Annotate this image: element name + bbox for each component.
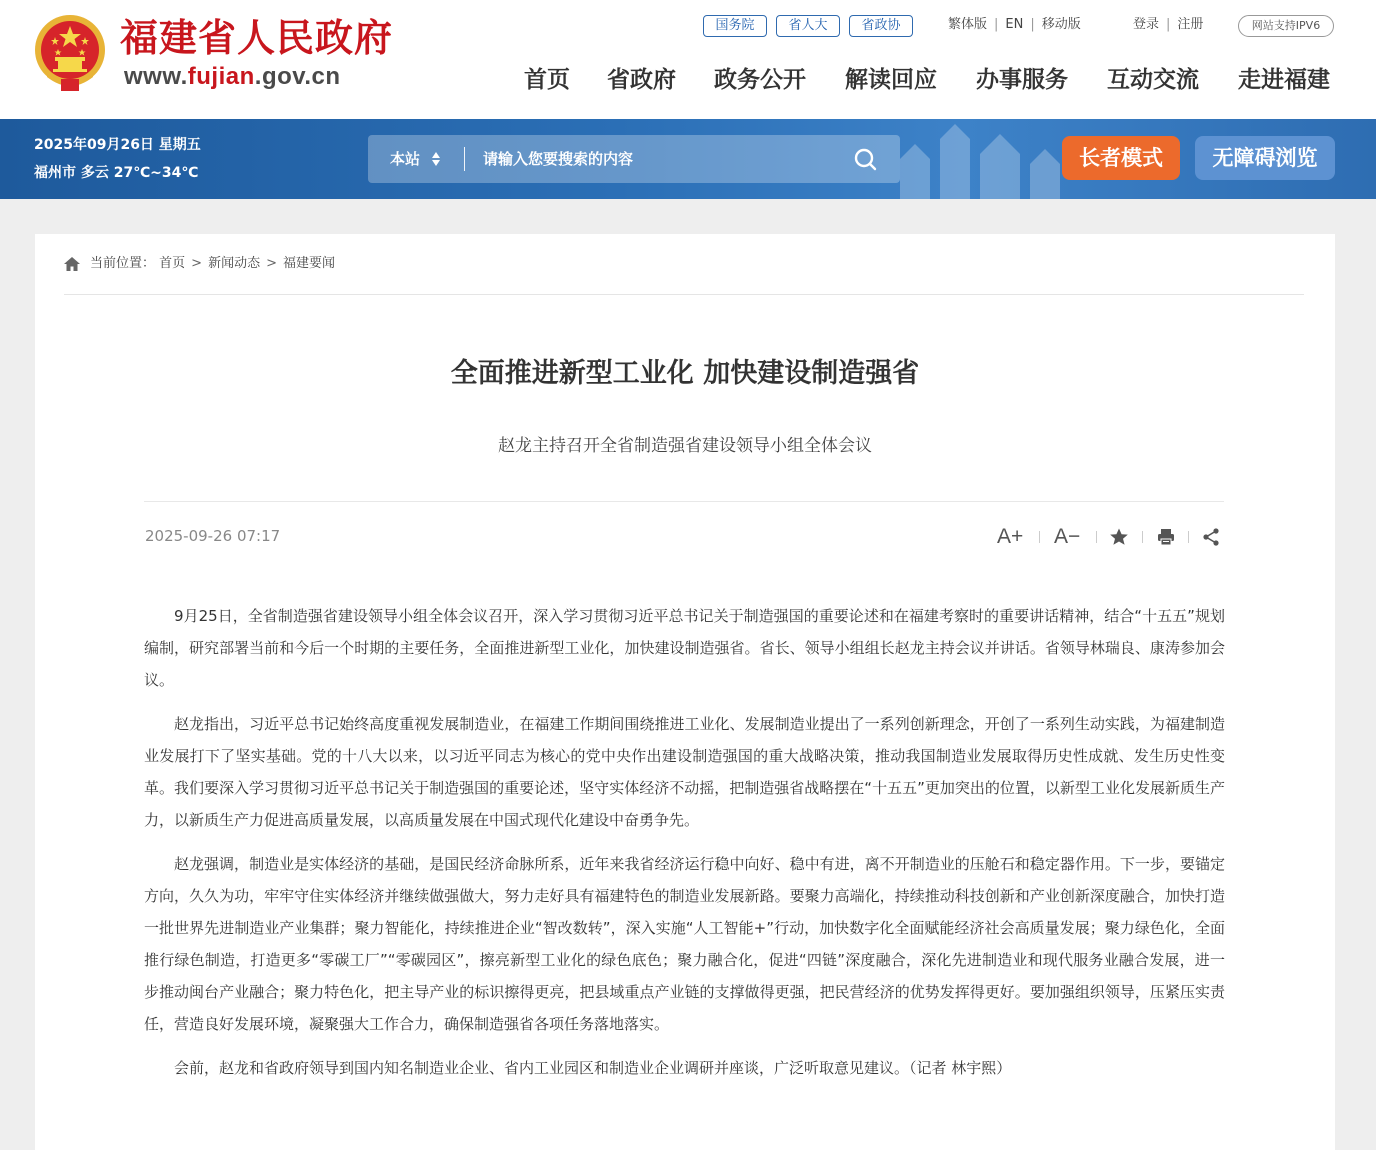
- site-name[interactable]: 福建省人民政府: [120, 15, 394, 60]
- home-icon: [63, 256, 81, 272]
- weather-info: 福州市 多云 27℃~34℃: [34, 165, 199, 181]
- site-url[interactable]: [124, 62, 341, 92]
- font-increase-button[interactable]: A+: [997, 525, 1024, 548]
- account-links: [1133, 16, 1203, 34]
- publish-date: 2025-09-26 07:17: [145, 527, 281, 545]
- separator: |: [1166, 17, 1171, 32]
- breadcrumb-fujian-news[interactable]: 福建要闻: [283, 256, 336, 271]
- font-decrease-button[interactable]: A−: [1054, 525, 1081, 548]
- tool-separator: [1039, 531, 1040, 543]
- article-title: 全面推进新型工业化 加快建设制造强省: [450, 358, 920, 389]
- language-links: [948, 16, 1081, 34]
- nav-gov-affairs[interactable]: 政务公开: [714, 67, 806, 93]
- article-body: [144, 600, 1225, 1096]
- url-suffix: .gov.cn: [254, 63, 341, 90]
- link-provincial-congress[interactable]: 省人大: [776, 15, 840, 37]
- breadcrumb-separator: >: [266, 256, 277, 271]
- breadcrumb-home[interactable]: 首页: [159, 256, 186, 271]
- share-icon[interactable]: [1201, 527, 1221, 547]
- search-banner: [0, 119, 1376, 199]
- article-subtitle: 赵龙主持召开全省制造强省建设领导小组全体会议: [498, 436, 872, 456]
- nav-home[interactable]: 首页: [524, 67, 570, 93]
- link-register[interactable]: 注册: [1177, 17, 1204, 32]
- search-divider: [464, 147, 465, 171]
- search-bar: [368, 135, 900, 183]
- search-icon[interactable]: [848, 145, 884, 173]
- article-card: [35, 234, 1335, 1150]
- nav-interpretation[interactable]: 解读回应: [845, 67, 937, 93]
- url-prefix: www.: [124, 63, 188, 90]
- article-paragraph: 赵龙强调，制造业是实体经济的基础，是国民经济命脉所系，近年来我省经济运行稳中向好、稳中有进，离不开制造业的压舱石和稳定器作用。下一步，要锚定方向，久久为功，牢牢守住实体经济并继续做强做大，努力走好具有福建特色的制造业发展新路。要聚力高端化，持续推动科技创新和产业创新深度融合，加快打造一批世界先进制造业产业集群；聚力智能化，持续推进企业“智改数转”，深入实施“人工智能+”行动，加快数字化全面赋能经济社会高质量发展；聚力绿色化，全面推行绿色制造，打造更多“零碳工厂”“零碳园区”，擦亮新型工业化的绿色底色；聚力融合化，促进“四链”深度融合，深化先进制造业和现代服务业融合发展，进一步推动闽台产业融合；聚力特色化，把主导产业的标识擦得更亮，把县域重点产业链的支撑做得更强，把民营经济的优势发挥得更好。要加强组织领导，压紧压实责任，营造良好发展环境，凝聚强大工作合力，确保制造强省各项任务落地落实。: [144, 855, 1225, 1033]
- link-mobile[interactable]: 移动版: [1041, 17, 1081, 32]
- url-highlight: fujian: [187, 63, 255, 90]
- link-provincial-cppcc[interactable]: 省政协: [849, 15, 913, 37]
- print-icon[interactable]: [1156, 527, 1176, 547]
- divider: [64, 294, 1304, 295]
- nav-services[interactable]: 办事服务: [976, 67, 1068, 93]
- sort-arrows-icon[interactable]: [431, 149, 441, 169]
- link-state-council[interactable]: 国务院: [703, 15, 767, 37]
- site-header: [0, 0, 1376, 119]
- breadcrumb-label: 当前位置：: [90, 256, 156, 271]
- elder-mode-button[interactable]: 长者模式: [1062, 136, 1180, 180]
- ipv6-badge: 网站支持IPV6: [1238, 15, 1334, 37]
- link-login[interactable]: 登录: [1133, 17, 1160, 32]
- current-date: 2025年09月26日 星期五: [34, 137, 201, 153]
- national-emblem-icon[interactable]: [33, 13, 107, 93]
- breadcrumb-trail: [90, 254, 335, 274]
- landmark-silhouette: [880, 119, 1080, 199]
- article-paragraph: 赵龙指出，习近平总书记始终高度重视发展制造业，在福建工作期间围绕推进工业化、发展制造业提出了一系列创新理念，开创了一系列生动实践，为福建制造业发展打下了坚实基础。党的十八大以来，以习近平同志为核心的党中央作出建设制造强国的重大战略决策，推动我国制造业发展取得历史性成就、发生历史性变革。我们要深入学习贯彻习近平总书记关于制造强国的重要论述，坚守实体经济不动摇，把制造强省战略摆在“十五五”更加突出的位置，以新型工业化发展新质生产力，以新质生产力促进高质量发展，以高质量发展在中国式现代化建设中奋勇争先。: [144, 715, 1225, 829]
- link-english[interactable]: EN: [1005, 17, 1024, 32]
- breadcrumb-news[interactable]: 新闻动态: [208, 256, 261, 271]
- nav-interaction[interactable]: 互动交流: [1107, 67, 1199, 93]
- breadcrumb-separator: >: [191, 256, 203, 271]
- link-traditional[interactable]: 繁体版: [948, 17, 988, 32]
- search-scope-select[interactable]: 本站: [390, 150, 421, 168]
- favorite-star-icon[interactable]: [1109, 527, 1129, 547]
- search-input[interactable]: [474, 144, 834, 174]
- nav-about-fujian[interactable]: 走进福建: [1238, 67, 1330, 93]
- tool-separator: [1142, 531, 1143, 543]
- separator: |: [1030, 17, 1035, 32]
- nav-provincial-gov[interactable]: 省政府: [607, 67, 676, 93]
- accessibility-button[interactable]: 无障碍浏览: [1195, 136, 1335, 180]
- article-paragraph: 9月25日，全省制造强省建设领导小组全体会议召开，深入学习贯彻习近平总书记关于制造强国的重要论述和在福建考察时的重要讲话精神，结合“十五五”规划编制，研究部署当前和今后一个时期的主要任务，全面推进新型工业化，加快建设制造强省。省长、领导小组组长赵龙主持会议并讲话。省领导林瑞良、康涛参加会议。: [144, 607, 1225, 689]
- tool-separator: [1188, 531, 1189, 543]
- divider: [144, 501, 1224, 502]
- separator: |: [994, 17, 999, 32]
- article-paragraph: 会前，赵龙和省政府领导到国内知名制造业企业、省内工业园区和制造业企业调研并座谈，广泛听取意见建议。（记者 林宇熙）: [174, 1059, 1012, 1077]
- tool-separator: [1096, 531, 1097, 543]
